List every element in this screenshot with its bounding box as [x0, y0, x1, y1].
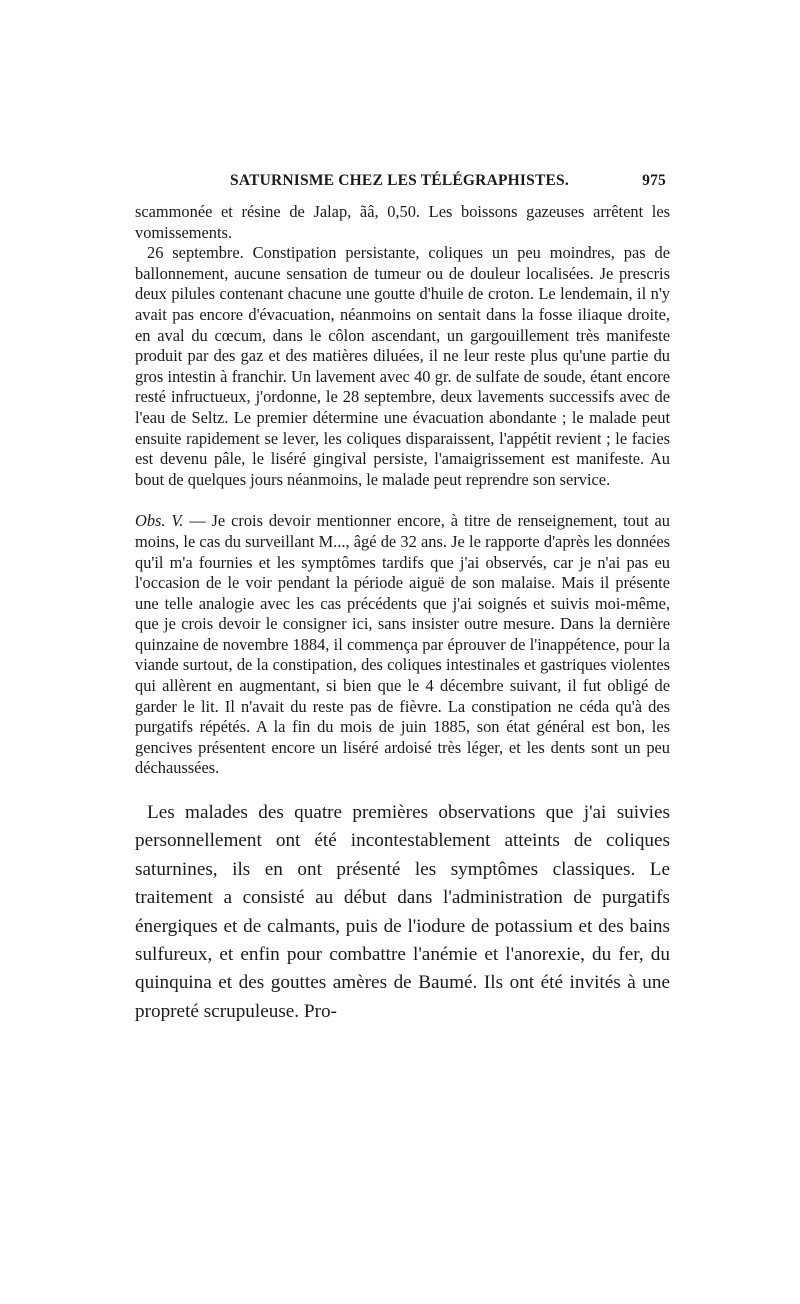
observation-label: Obs. V. [135, 511, 184, 531]
observation-text: — Je crois devoir mentionner encore, à titre de renseignement, tout au moins, le cas du surveillant M..., âgé de 32 ans. Je le rapporte d'après les données qu'il m'a fournies et les symptômes tardifs que j'ai observés, car je n'ai pas eu l'occasion de le voir pendant la période aiguë de son malaise. Mais il présente une telle analogie avec les cas précédents que j'ai soignés et suivis moi-même, que je crois devoir le consigner ici, sans insister outre mesure. Dans la dernière quinzaine de novembre 1884, il commença par éprouver de l'inappétence, pour la viande surtout, de la constipation, des coliques intestinales et gastriques violentes qui allèrent en augmentant, si bien que le 4 décembre suivant, il fut obligé de garder le lit. Il n'avait du reste pas de fièvre. La constipation ne céda qu'à des purgatifs répétés. A la fin du mois de juin 1885, son état général est bon, les gencives présentent encore un liséré ardoisé très léger, et les dents sont un peu déchaussées. [135, 511, 670, 778]
observation-paragraph [135, 511, 670, 779]
running-title: SATURNISME CHEZ LES TÉLÉGRAPHISTES. [230, 172, 569, 189]
observation-five [135, 511, 670, 779]
paragraph-september-26: 26 septembre. Constipation persistante, coliques un peu moindres, pas de ballonnement, aucune sensation de tumeur ou de douleur localisées. Je prescris deux pilules contenant chacune une goutte d'huile de croton. Le lendemain, il n'y avait pas encore d'évacuation, néanmoins on sentait dans la fosse iliaque droite, en aval du cœcum, dans le côlon ascendant, un gargouillement très manifeste produit par des gaz et des matières diluées, il ne leur reste plus qu'une partie du gros intestin à franchir. Un lavement avec 40 gr. de sulfate de soude, étant encore resté infructueux, j'ordonne, le 28 septembre, deux lavements successifs avec de l'eau de Seltz. Le premier détermine une évacuation abondante ; le malade peut ensuite rapidement se lever, les coliques disparaissent, l'appétit revient ; le facies est devenu pâle, le liséré gingival persiste, l'amaigrissement est manifeste. Au bout de quelques jours néanmoins, le malade peut reprendre son service. [135, 243, 670, 489]
running-header [135, 168, 670, 194]
main-text [135, 799, 670, 1026]
paragraph-summary: Les malades des quatre premières observations que j'ai suivies personnellement ont été incontestablement atteints de coliques saturnines, ils en ont présenté les symptômes classiques. Le traitement a consisté au début dans l'administration de purgatifs énergiques et de calmants, puis de l'iodure de potassium et des bains sulfureux, et enfin pour combattre l'anémie et l'anorexie, du fer, du quinquina et des gouttes amères de Baumé. Ils ont été invités à une propreté scrupuleuse. Pro- [135, 802, 670, 1022]
page-number: 975 [642, 172, 666, 189]
book-page [135, 168, 670, 1026]
paragraph-continuation: scammonée et résine de Jalap, ãâ, 0,50. Les boissons gazeuses arrêtent les vomissements. [135, 202, 670, 242]
case-notes [135, 202, 670, 490]
